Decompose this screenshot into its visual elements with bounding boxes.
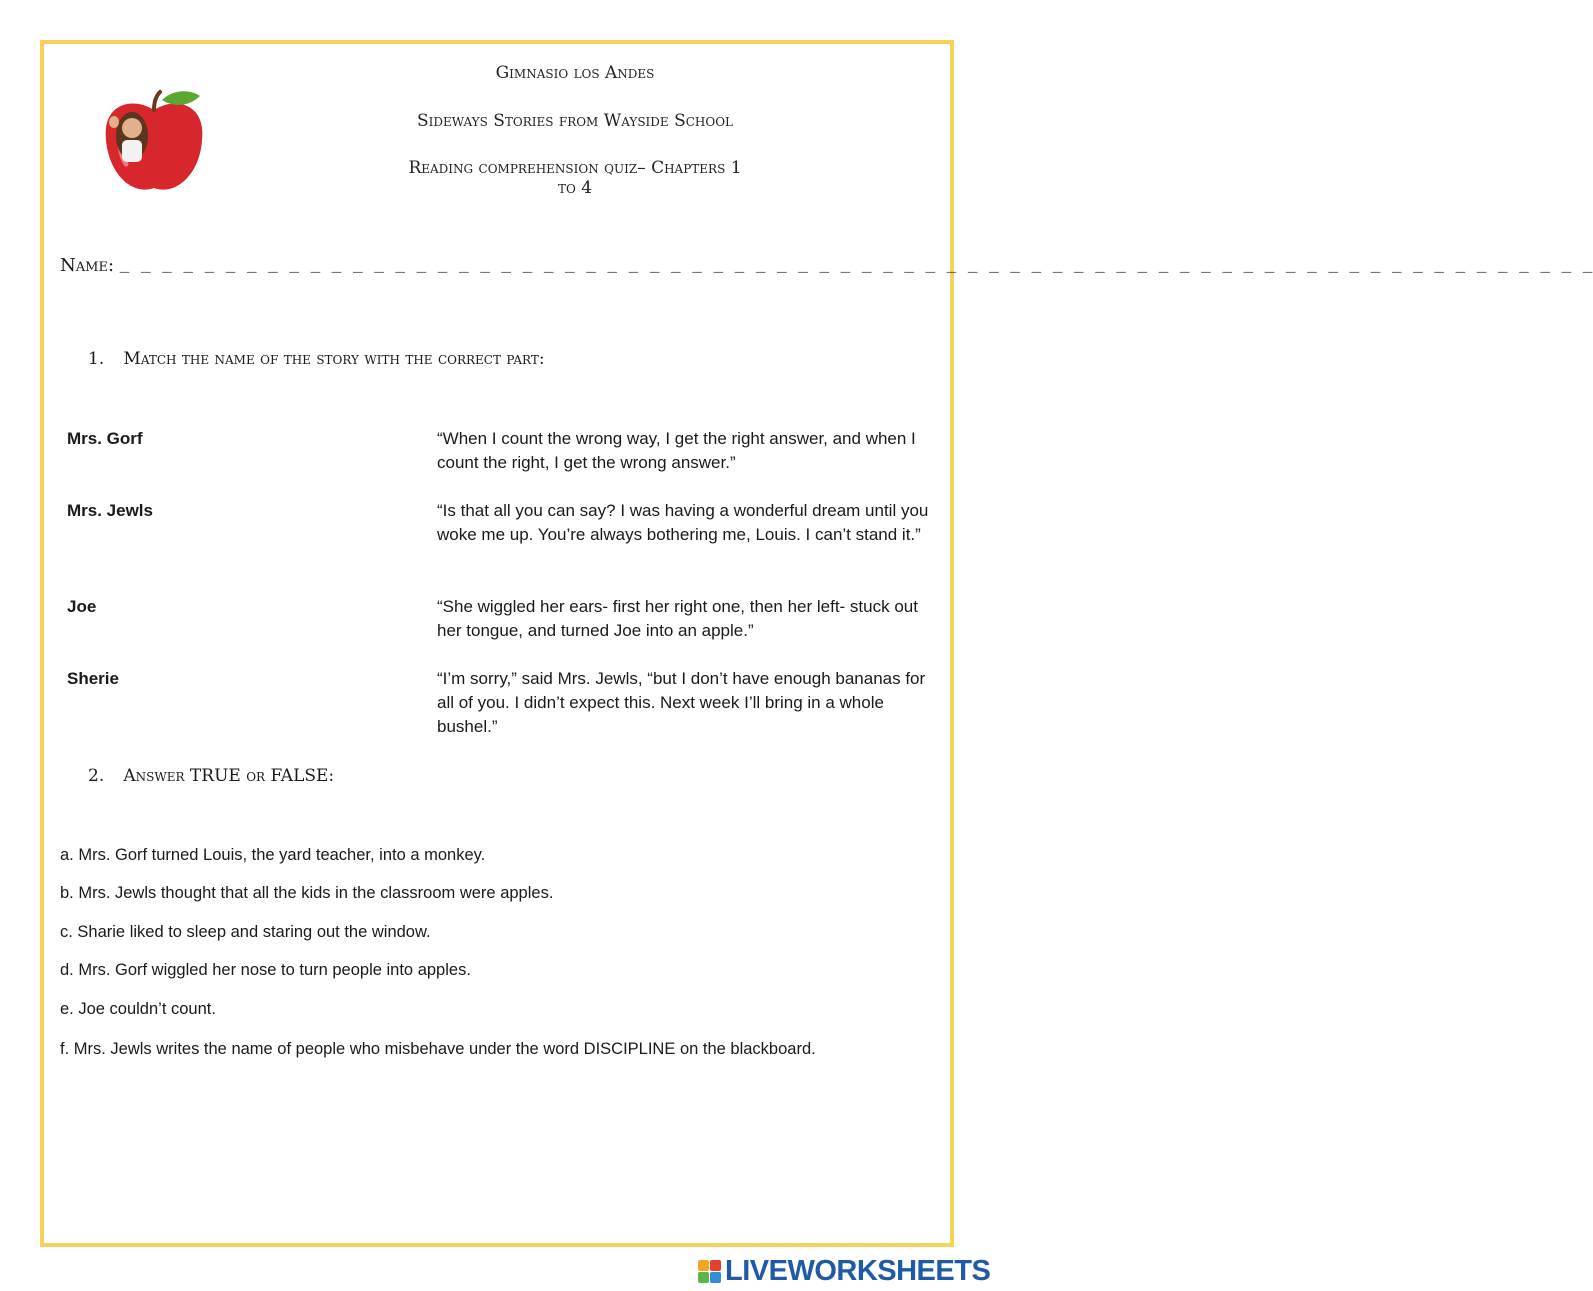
logo-blocks-icon <box>698 1260 721 1283</box>
true-false-statement[interactable]: f. Mrs. Jewls writes the name of people who misbehave under the word DISCIPLINE on the blackboard. <box>60 1040 816 1058</box>
true-false-statement[interactable]: a. Mrs. Gorf turned Louis, the yard teacher, into a monkey. <box>60 846 486 864</box>
book-title: Sideways Stories from Wayside School <box>416 111 734 131</box>
name-field[interactable] <box>60 255 1593 276</box>
match-quote[interactable]: “Is that all you can say? I was having a wonderful dream until you woke me up. You’re always bothering me, Louis. I can’t stand it.” <box>437 501 929 544</box>
quiz-title: Reading comprehension quiz– Chapters 1 to 4 <box>408 158 742 198</box>
name-blank[interactable]: _ _ _ _ _ _ _ _ _ _ _ _ _ _ _ _ _ _ _ _ _ _ _ _ _ _ _ _ _ _ _ _ _ _ _ _ _ _ _ _ _ _ _ _ _ _ _ _ _ _ _ _ _ _ _ _ _ _ _ _ _ _ _ _ _ _ _ _ _ _ <box>119 258 1593 276</box>
true-false-statement[interactable]: e. Joe couldn’t count. <box>60 1000 216 1018</box>
page-frame <box>40 40 954 1247</box>
apple-avatar-icon <box>92 88 216 198</box>
liveworksheets-logo <box>698 1254 990 1288</box>
match-name[interactable]: Mrs. Jewls <box>67 501 153 520</box>
question-1-title <box>88 349 545 369</box>
match-quote[interactable]: “She wiggled her ears- first her right one, then her left- stuck out her tongue, and turned Joe into an apple.” <box>437 597 918 640</box>
name-label: Name: <box>60 255 115 276</box>
true-false-statement[interactable]: b. Mrs. Jewls thought that all the kids in the classroom were apples. <box>60 884 554 902</box>
school-title: Gimnasio los Andes <box>495 63 655 83</box>
match-name[interactable]: Joe <box>67 597 97 616</box>
question-1-text: Match the name of the story with the correct part: <box>123 349 545 369</box>
match-name[interactable]: Sherie <box>67 669 119 688</box>
question-2-title <box>88 766 334 786</box>
match-quote[interactable]: “I’m sorry,” said Mrs. Jewls, “but I don’t have enough bananas for all of you. I didn’t expect this. Next week I’ll bring in a whole bushel.” <box>437 669 926 736</box>
question-1-number: 1. <box>88 349 105 369</box>
true-false-statement[interactable]: d. Mrs. Gorf wiggled her nose to turn people into apples. <box>60 961 471 979</box>
true-false-statement[interactable]: c. Sharie liked to sleep and staring out the window. <box>60 923 431 941</box>
match-name[interactable]: Mrs. Gorf <box>67 429 143 448</box>
match-quote[interactable]: “When I count the wrong way, I get the right answer, and when I count the right, I get the wrong answer.” <box>437 429 916 472</box>
logo-text: LIVEWORKSHEETS <box>725 1254 991 1287</box>
question-2-text: Answer TRUE or FALSE: <box>123 766 335 786</box>
question-2-number: 2. <box>88 766 105 786</box>
